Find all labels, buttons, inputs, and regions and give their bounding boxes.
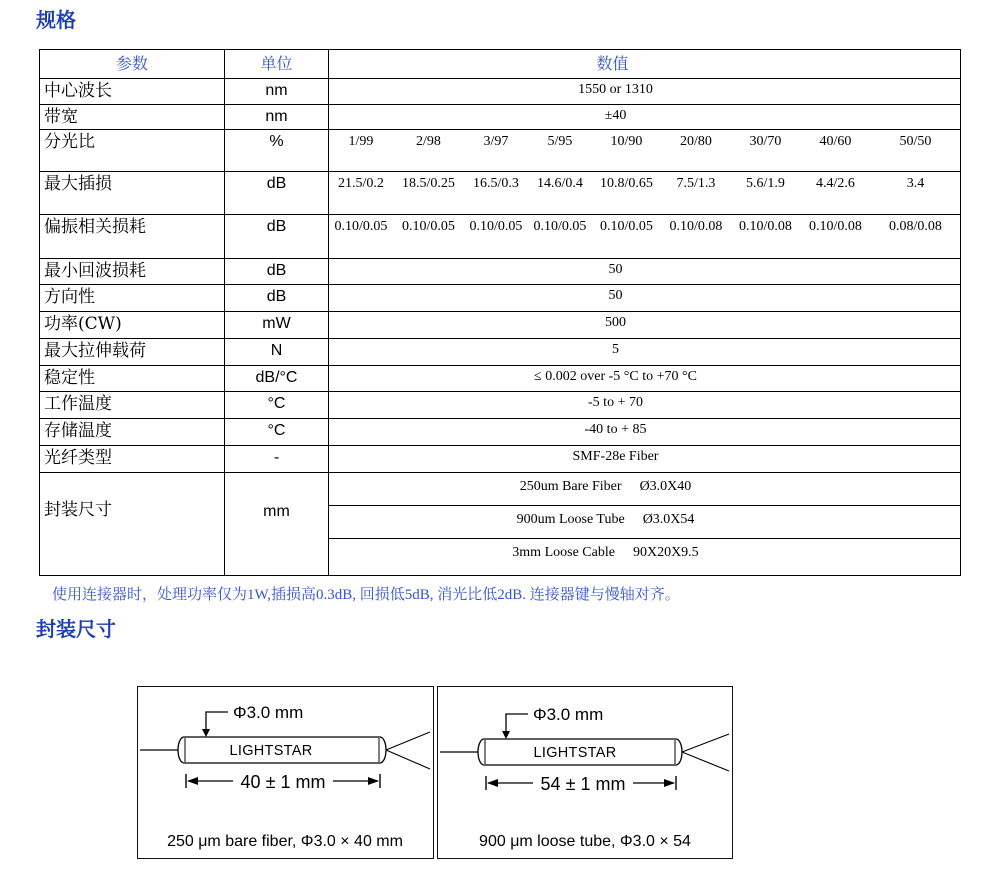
value-cell: 500 bbox=[605, 315, 626, 330]
value-header: 数值 bbox=[596, 54, 629, 73]
param-cell: 光纤类型 bbox=[40, 446, 225, 472]
param-cell: 工作温度 bbox=[40, 392, 225, 418]
param-cell: 最大插损 bbox=[40, 172, 225, 214]
spec-row-min-return-loss bbox=[40, 259, 960, 285]
param-cell: 最大拉伸载荷 bbox=[40, 339, 225, 365]
pdl-value: 0.10/0.05 bbox=[334, 219, 388, 234]
diameter-callout-line bbox=[506, 714, 528, 732]
spec-row-split-ratio bbox=[40, 130, 960, 172]
insertion-loss-value: 21.5/0.2 bbox=[338, 176, 384, 191]
split-ratio-value: 2/98 bbox=[416, 134, 441, 149]
unit-cell: dB bbox=[225, 259, 329, 284]
diameter-arrowhead bbox=[502, 731, 510, 739]
unit-cell: mW bbox=[225, 312, 329, 338]
param-cell: 中心波长 bbox=[40, 79, 225, 104]
dimension-arrowhead-right bbox=[664, 779, 675, 787]
fiber-fan-upper bbox=[386, 732, 430, 750]
spec-row-fiber-type bbox=[40, 446, 960, 473]
unit-cell: dB bbox=[225, 215, 329, 258]
bare-fiber-diagram bbox=[137, 686, 434, 859]
unit-cell: °C bbox=[225, 392, 329, 418]
pdl-value: 0.10/0.05 bbox=[600, 219, 653, 234]
split-ratio-value: 5/95 bbox=[547, 134, 573, 149]
package-option bbox=[329, 473, 960, 506]
length-label: 54 ± 1 mm bbox=[540, 774, 626, 794]
fiber-fan-lower bbox=[386, 750, 430, 769]
dimension-arrowhead-left bbox=[487, 779, 498, 787]
unit-cell: dB/°C bbox=[225, 366, 329, 391]
spec-row-operating-temp bbox=[40, 392, 960, 419]
param-cell: 偏振相关损耗 bbox=[40, 215, 225, 258]
insertion-loss-value: 7.5/1.3 bbox=[676, 176, 716, 191]
value-cell: 1550 or 1310 bbox=[578, 82, 653, 97]
fiber-fan-lower bbox=[682, 752, 729, 771]
dimension-arrowhead-right bbox=[368, 777, 379, 785]
param-cell: 分光比 bbox=[40, 130, 225, 171]
length-label: 40 ± 1 mm bbox=[240, 772, 326, 792]
unit-cell: dB bbox=[225, 285, 329, 311]
value-cell: SMF-28e Fiber bbox=[572, 449, 659, 464]
package-option-type: 250um Bare Fiber bbox=[519, 479, 622, 494]
fiber-fan-upper bbox=[682, 734, 729, 752]
unit-header: 单位 bbox=[225, 50, 329, 78]
value-cell-group bbox=[329, 215, 960, 258]
spec-section-title: 规格 bbox=[36, 8, 76, 32]
param-cell: 存储温度 bbox=[40, 419, 225, 445]
tube-brand-label: LIGHTSTAR bbox=[229, 743, 313, 759]
split-ratio-value: 30/70 bbox=[749, 134, 782, 149]
loose-tube-drawing bbox=[438, 687, 731, 857]
unit-cell: °C bbox=[225, 419, 329, 445]
unit-cell: nm bbox=[225, 105, 329, 129]
package-option bbox=[329, 506, 960, 539]
package-option-size: Ø3.0X54 bbox=[642, 512, 695, 527]
param-cell: 封装尺寸 bbox=[40, 473, 225, 575]
unit-cell: - bbox=[225, 446, 329, 472]
diagram-caption: 250 μm bare fiber, Φ3.0 × 40 mm bbox=[167, 833, 403, 850]
spec-row-max-insertion-loss bbox=[40, 172, 960, 215]
insertion-loss-value: 18.5/0.25 bbox=[402, 176, 455, 191]
pdl-value: 0.10/0.08 bbox=[669, 219, 723, 234]
insertion-loss-value: 14.6/0.4 bbox=[537, 176, 583, 191]
pdl-value: 0.10/0.05 bbox=[402, 219, 455, 234]
package-section-title: 封装尺寸 bbox=[36, 617, 116, 641]
diameter-label: Φ3.0 mm bbox=[233, 703, 304, 722]
spec-table bbox=[39, 49, 961, 576]
param-cell: 最小回波损耗 bbox=[40, 259, 225, 284]
package-option-size: Ø3.0X40 bbox=[639, 479, 692, 494]
split-ratio-value: 10/90 bbox=[610, 134, 643, 149]
spec-table-header bbox=[40, 50, 960, 79]
pdl-value: 0.08/0.08 bbox=[889, 219, 942, 234]
split-ratio-value: 20/80 bbox=[680, 134, 712, 149]
package-option-type: 3mm Loose Cable bbox=[512, 545, 615, 560]
loose-tube-diagram bbox=[437, 686, 733, 859]
pdl-value: 0.10/0.05 bbox=[533, 219, 587, 234]
tube-brand-label: LIGHTSTAR bbox=[533, 745, 617, 761]
spec-row-storage-temp bbox=[40, 419, 960, 446]
spec-row-power bbox=[40, 312, 960, 339]
unit-cell: dB bbox=[225, 172, 329, 214]
diameter-label: Φ3.0 mm bbox=[533, 705, 604, 724]
pdl-value: 0.10/0.05 bbox=[469, 219, 523, 234]
param-cell: 功率(CW) bbox=[40, 312, 225, 338]
value-cell: 5 bbox=[612, 342, 619, 357]
bare-fiber-drawing bbox=[138, 687, 432, 857]
pdl-value: 0.10/0.08 bbox=[739, 219, 792, 234]
param-cell: 带宽 bbox=[40, 105, 225, 129]
insertion-loss-value: 4.4/2.6 bbox=[816, 176, 855, 191]
unit-cell: % bbox=[225, 130, 329, 171]
package-option-type: 900um Loose Tube bbox=[516, 512, 625, 527]
value-cell: ≤ 0.002 over -5 °C to +70 °C bbox=[534, 369, 697, 384]
value-cell: 50 bbox=[608, 262, 623, 277]
unit-cell: mm bbox=[225, 473, 329, 575]
unit-cell: N bbox=[225, 339, 329, 365]
diagram-caption: 900 μm loose tube, Φ3.0 × 54 bbox=[479, 833, 691, 850]
insertion-loss-value: 10.8/0.65 bbox=[600, 176, 653, 191]
spec-row-pdl bbox=[40, 215, 960, 259]
connector-note: 使用连接器时，处理功率仅为1W,插损高0.3dB, 回损低5dB, 消光比低2dB. 连接器键与慢轴对齐。 bbox=[52, 587, 680, 603]
split-ratio-value: 50/50 bbox=[899, 134, 932, 149]
insertion-loss-value: 16.5/0.3 bbox=[473, 176, 519, 191]
value-cell: -40 to + 85 bbox=[584, 422, 647, 437]
insertion-loss-value: 3.4 bbox=[906, 176, 925, 191]
param-header: 参数 bbox=[40, 50, 225, 78]
dimension-arrowhead-left bbox=[187, 777, 198, 785]
spec-row-center-wavelength bbox=[40, 79, 960, 105]
value-cell-group bbox=[329, 172, 960, 214]
package-options bbox=[329, 473, 960, 575]
diameter-callout-line bbox=[206, 712, 228, 730]
spec-row-max-tensile-load bbox=[40, 339, 960, 366]
spec-row-stability bbox=[40, 366, 960, 392]
value-cell: 50 bbox=[608, 288, 623, 303]
package-option-size: 90X20X9.5 bbox=[632, 545, 699, 560]
spec-row-directivity bbox=[40, 285, 960, 312]
spec-row-bandwidth bbox=[40, 105, 960, 130]
param-cell: 方向性 bbox=[40, 285, 225, 311]
package-option bbox=[329, 539, 960, 575]
param-cell: 稳定性 bbox=[40, 366, 225, 391]
insertion-loss-value: 5.6/1.9 bbox=[746, 176, 785, 191]
split-ratio-value: 40/60 bbox=[819, 134, 852, 149]
unit-cell: nm bbox=[225, 79, 329, 104]
value-cell: -5 to + 70 bbox=[588, 395, 643, 410]
split-ratio-value: 3/97 bbox=[483, 134, 509, 149]
spec-row-package-size bbox=[40, 473, 960, 575]
value-cell: ±40 bbox=[604, 108, 627, 123]
diameter-arrowhead bbox=[202, 729, 210, 737]
value-cell-group bbox=[329, 130, 960, 171]
pdl-value: 0.10/0.08 bbox=[809, 219, 862, 234]
split-ratio-value: 1/99 bbox=[348, 134, 374, 149]
